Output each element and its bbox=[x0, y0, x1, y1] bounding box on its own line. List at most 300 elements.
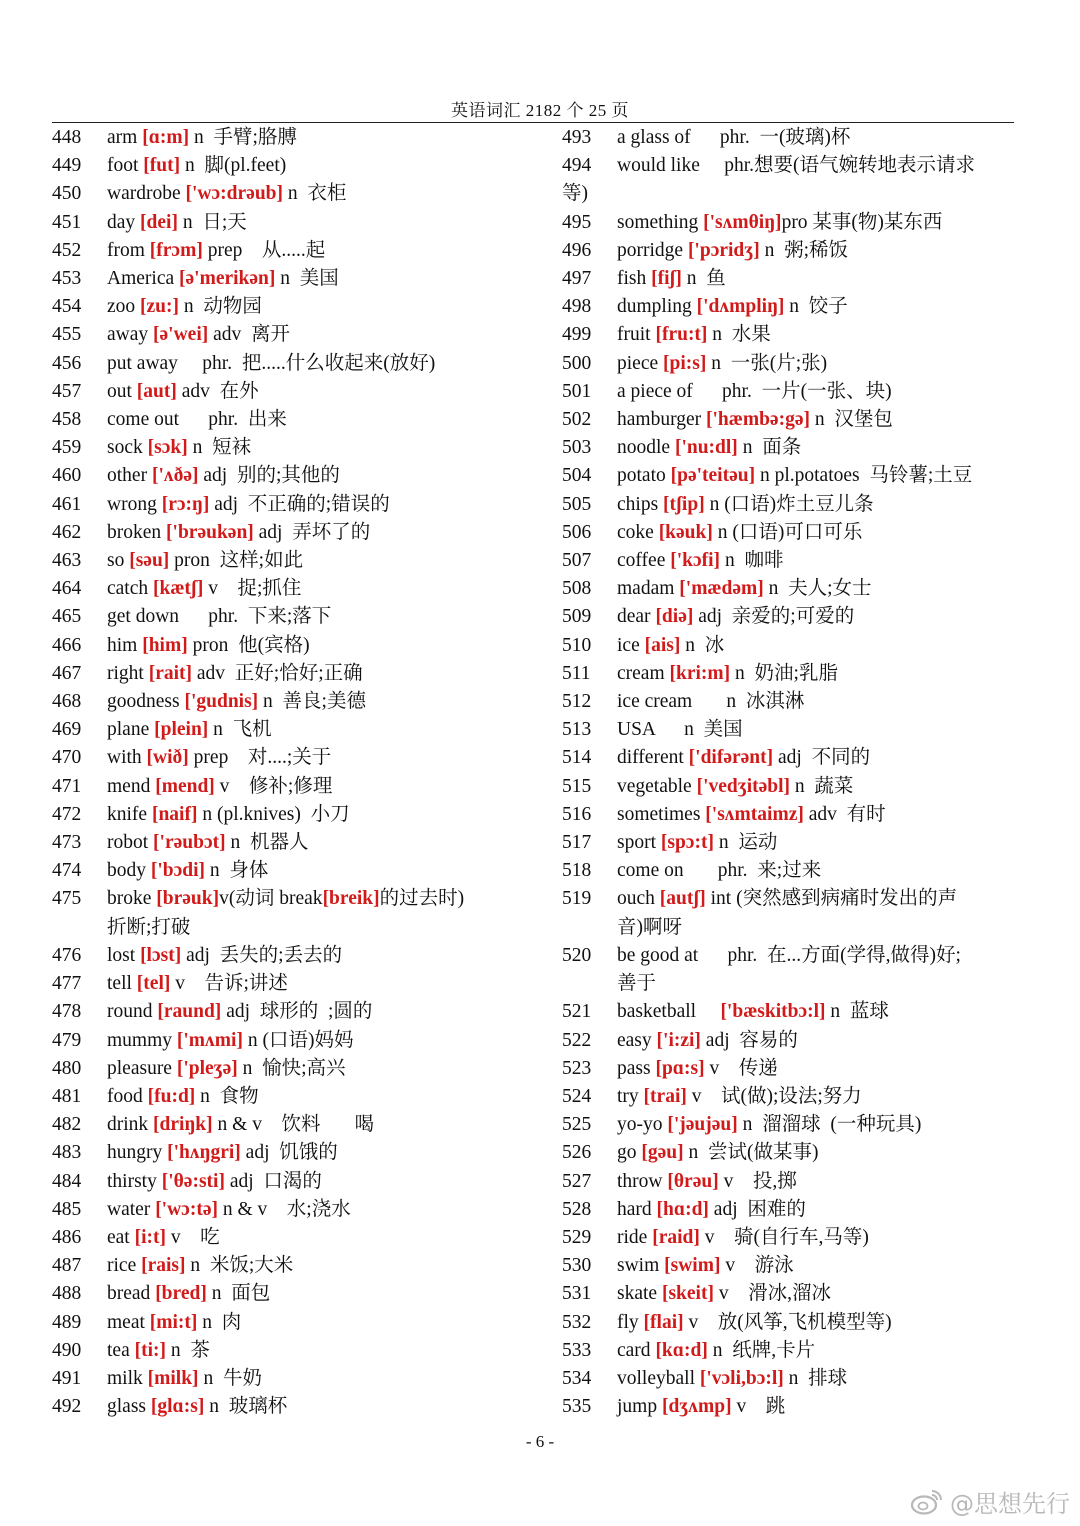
vocab-entry bbox=[52, 744, 512, 772]
entry-phonetic: ['rəubɔt] bbox=[153, 832, 226, 854]
vocab-entry bbox=[562, 434, 1022, 462]
vocab-entry bbox=[562, 321, 1022, 349]
vocab-entry bbox=[52, 321, 512, 349]
entry-phonetic: [səu] bbox=[129, 550, 170, 572]
entry-word: broken bbox=[107, 521, 167, 543]
entry-number: 478 bbox=[52, 1001, 82, 1023]
entry-number: 531 bbox=[562, 1283, 592, 1305]
entry-number: 499 bbox=[562, 324, 592, 346]
entry-number: 530 bbox=[562, 1255, 592, 1277]
entry-phonetic: [kri:m] bbox=[669, 662, 731, 684]
entry-definition: n 汉堡包 bbox=[809, 409, 893, 431]
entry-phonetic: ['ʌðə] bbox=[151, 465, 199, 487]
entry-phonetic: [milk] bbox=[147, 1367, 199, 1389]
entry-definition: n 排球 bbox=[783, 1367, 848, 1389]
entry-definition: adv 在外 bbox=[176, 380, 259, 402]
entry-definition: adj 口渴的 bbox=[224, 1170, 322, 1192]
vocab-entry bbox=[562, 632, 1022, 660]
entry-number: 486 bbox=[52, 1226, 82, 1248]
entry-word: dumpling bbox=[617, 296, 697, 318]
vocab-entry bbox=[562, 716, 1022, 744]
vocab-entry bbox=[52, 1309, 512, 1337]
entry-definition: n 溜溜球 (一种玩具) bbox=[737, 1114, 922, 1136]
entry-definition: v 修补;修理 bbox=[214, 775, 333, 797]
entry-word: other bbox=[107, 465, 152, 487]
entry-word: lost bbox=[107, 944, 141, 966]
entry-phonetic: [plein] bbox=[154, 719, 209, 741]
vocab-entry bbox=[562, 857, 1022, 885]
entry-definition: n 水果 bbox=[707, 324, 771, 346]
vocab-entry bbox=[52, 885, 512, 941]
vocab-entry bbox=[52, 1365, 512, 1393]
vocab-entry bbox=[52, 1111, 512, 1139]
entry-word: meat bbox=[107, 1311, 150, 1333]
vocab-entry bbox=[52, 716, 512, 744]
entry-definition: n (pl.knives) 小刀 bbox=[197, 803, 350, 825]
entry-number: 471 bbox=[52, 775, 82, 797]
entry-number: 479 bbox=[52, 1029, 82, 1051]
vocab-entry bbox=[562, 293, 1022, 321]
entry-number: 476 bbox=[52, 944, 82, 966]
entry-number: 461 bbox=[52, 493, 82, 515]
vocab-entry bbox=[562, 1280, 1022, 1308]
entry-phonetic: [diə] bbox=[655, 606, 694, 628]
vocab-entry bbox=[52, 1196, 512, 1224]
entry-number: 454 bbox=[52, 296, 82, 318]
entry-definition: n 身体 bbox=[205, 860, 269, 882]
entry-word: card bbox=[617, 1339, 656, 1361]
entry-continuation: 善于 bbox=[617, 973, 657, 995]
entry-word: porridge bbox=[617, 239, 688, 261]
entry-number: 514 bbox=[562, 747, 592, 769]
vocab-entry bbox=[562, 688, 1022, 716]
entry-phonetic: [mend] bbox=[155, 775, 215, 797]
vocab-entry bbox=[562, 1252, 1022, 1280]
entry-word: drink bbox=[107, 1114, 154, 1136]
vocab-entry bbox=[52, 350, 512, 378]
vocab-entry bbox=[52, 942, 512, 970]
entry-definition: pron 这样;如此 bbox=[169, 550, 304, 572]
entry-word: knife bbox=[107, 803, 152, 825]
entry-phonetic: ['nu:dl] bbox=[674, 437, 738, 459]
entry-definition: n 衣柜 bbox=[283, 183, 347, 205]
entry-phonetic: [bred] bbox=[155, 1283, 207, 1305]
vocab-entry bbox=[562, 1055, 1022, 1083]
entry-phonetic: ['mædəm] bbox=[679, 578, 764, 600]
vocab-entry bbox=[562, 801, 1022, 829]
entry-definition: n 牛奶 bbox=[198, 1367, 262, 1389]
entry-word: broke bbox=[107, 888, 157, 910]
entry-definition: n pl.potatoes 马铃薯;土豆 bbox=[755, 465, 973, 487]
header-rule bbox=[52, 122, 1014, 123]
entry-number: 448 bbox=[52, 127, 82, 148]
entry-definition: adj 饥饿的 bbox=[240, 1142, 338, 1164]
entry-number: 460 bbox=[52, 465, 82, 487]
entry-word: thirsty bbox=[107, 1170, 162, 1192]
vocab-entry bbox=[52, 378, 512, 406]
vocab-entry bbox=[52, 209, 512, 237]
entry-phonetic: [kəuk] bbox=[658, 521, 713, 543]
vocab-entry bbox=[52, 1027, 512, 1055]
entry-word: glass bbox=[107, 1396, 151, 1418]
entry-number: 532 bbox=[562, 1311, 592, 1333]
entry-number: 506 bbox=[562, 521, 592, 543]
entry-definition: prep 对....;关于 bbox=[188, 747, 332, 769]
entry-word: easy bbox=[617, 1029, 657, 1051]
vocab-entry bbox=[52, 829, 512, 857]
entry-number: 509 bbox=[562, 606, 592, 628]
entry-word: water bbox=[107, 1198, 156, 1220]
entry-number: 535 bbox=[562, 1396, 592, 1418]
vocab-entry bbox=[52, 434, 512, 462]
entry-number: 459 bbox=[52, 437, 82, 459]
entry-phonetic: [him] bbox=[142, 634, 188, 656]
entry-phonetic: [kætʃ] bbox=[153, 578, 204, 600]
entry-word: USA n 美国 bbox=[617, 719, 743, 741]
entry-definition: n 夫人;女士 bbox=[763, 578, 872, 600]
entry-word: madam bbox=[617, 578, 680, 600]
entry-word: coke bbox=[617, 521, 659, 543]
entry-phonetic: [aut] bbox=[136, 380, 177, 402]
vocab-entry bbox=[562, 575, 1022, 603]
entry-definition: adv 有时 bbox=[803, 803, 886, 825]
entry-number: 525 bbox=[562, 1114, 592, 1136]
entry-word: dear bbox=[617, 606, 656, 628]
entry-phonetic: [fru:t] bbox=[655, 324, 708, 346]
entry-definition: adj 亲爱的;可爱的 bbox=[693, 606, 855, 628]
entry-word: pass bbox=[617, 1057, 656, 1079]
vocab-entry bbox=[52, 1393, 512, 1421]
entry-number: 522 bbox=[562, 1029, 592, 1051]
entry-definition: n 蔬菜 bbox=[790, 775, 854, 797]
entry-word: hamburger bbox=[617, 409, 706, 431]
entry-number: 515 bbox=[562, 775, 592, 797]
entry-word: so bbox=[107, 550, 130, 572]
entry-phonetic: [fut] bbox=[143, 155, 181, 177]
vocab-entry bbox=[562, 942, 1022, 998]
entry-word: sometimes bbox=[617, 803, 706, 825]
vocab-entry bbox=[52, 491, 512, 519]
vocab-entry bbox=[52, 406, 512, 434]
entry-phonetic: ['wɔ:tə] bbox=[155, 1198, 218, 1220]
vocab-entry bbox=[52, 1168, 512, 1196]
entry-word: ice bbox=[617, 634, 645, 656]
entry-word: from bbox=[107, 239, 150, 261]
entry-definition: n 食物 bbox=[195, 1085, 259, 1107]
entry-definition: n 日;天 bbox=[177, 211, 247, 233]
entry-phonetic: ['jəujəu] bbox=[667, 1114, 738, 1136]
entry-definition: n 玻璃杯 bbox=[204, 1396, 288, 1418]
entry-word: hard bbox=[617, 1198, 657, 1220]
entry-word: coffee bbox=[617, 550, 671, 572]
entry-number: 534 bbox=[562, 1367, 592, 1389]
entry-phonetic: ['pleʒə] bbox=[176, 1057, 238, 1079]
entry-phonetic: [gəu] bbox=[641, 1142, 684, 1164]
entry-word: right bbox=[107, 662, 149, 684]
entry-phonetic: ['θə:sti] bbox=[161, 1170, 225, 1192]
entry-definition: n 肉 bbox=[197, 1311, 242, 1333]
entry-number: 521 bbox=[562, 1001, 592, 1023]
entry-word: hungry bbox=[107, 1142, 168, 1164]
vocab-entry bbox=[562, 378, 1022, 406]
entry-definition: adj 别的;其他的 bbox=[198, 465, 340, 487]
entry-number: 456 bbox=[52, 352, 82, 374]
vocab-entry bbox=[52, 180, 512, 208]
entry-number: 475 bbox=[52, 888, 82, 910]
entry-phonetic: [fiʃ] bbox=[651, 268, 682, 290]
entry-word: chips bbox=[617, 493, 664, 515]
entry-definition: n & v 水;浇水 bbox=[217, 1198, 351, 1220]
entry-phonetic: ['dʌmpliŋ] bbox=[696, 296, 785, 318]
entry-definition: adj 容易的 bbox=[700, 1029, 798, 1051]
entry-definition: n 纸牌,卡片 bbox=[707, 1339, 816, 1361]
entry-word: basketball bbox=[617, 1001, 721, 1023]
entry-word: come out phr. 出来 bbox=[107, 409, 287, 431]
vocab-entry bbox=[562, 744, 1022, 772]
entry-definition: n 面条 bbox=[737, 437, 802, 459]
vocab-entry bbox=[562, 265, 1022, 293]
entry-phonetic: [pi:s] bbox=[663, 352, 707, 374]
entry-word: a piece of phr. 一片(一张、块) bbox=[617, 380, 892, 402]
entry-number: 516 bbox=[562, 803, 592, 825]
vocab-entry bbox=[52, 1139, 512, 1167]
vocab-entry bbox=[52, 1252, 512, 1280]
entry-word: food bbox=[107, 1085, 148, 1107]
vocab-entry bbox=[562, 491, 1022, 519]
entry-definition: adv 离开 bbox=[208, 324, 291, 346]
entry-word: eat bbox=[107, 1226, 135, 1248]
entry-continuation: 音)啊呀 bbox=[617, 916, 682, 938]
entry-number: 504 bbox=[562, 465, 592, 487]
entry-phonetic: ['i:zi] bbox=[656, 1029, 701, 1051]
entry-definition: v 骑(自行车,马等) bbox=[699, 1226, 869, 1248]
entry-number: 492 bbox=[52, 1396, 82, 1418]
vocab-entry bbox=[562, 829, 1022, 857]
entry-definition: n 善良;美德 bbox=[258, 691, 366, 713]
entry-number: 472 bbox=[52, 803, 82, 825]
entry-definition: n 运动 bbox=[713, 832, 778, 854]
entry-definition: n 茶 bbox=[166, 1339, 210, 1361]
entry-number: 451 bbox=[52, 211, 82, 233]
vocab-entry bbox=[52, 603, 512, 631]
entry-word: something bbox=[617, 211, 704, 233]
vocab-entry bbox=[562, 519, 1022, 547]
entry-definition: v 游泳 bbox=[720, 1255, 794, 1277]
vocab-entry bbox=[562, 1083, 1022, 1111]
entry-number: 501 bbox=[562, 380, 592, 402]
entry-number: 527 bbox=[562, 1170, 592, 1192]
entry-phonetic: [raid] bbox=[652, 1226, 700, 1248]
entry-word: vegetable bbox=[617, 775, 697, 797]
vocab-entry bbox=[562, 1337, 1022, 1365]
entry-number: 528 bbox=[562, 1198, 592, 1220]
entry-word: go bbox=[617, 1142, 642, 1164]
entry-word: milk bbox=[107, 1367, 148, 1389]
vocab-entry bbox=[562, 124, 1022, 152]
entry-definition: v 告诉;讲述 bbox=[170, 973, 288, 995]
entry-phonetic: [rait] bbox=[148, 662, 193, 684]
vocab-entry bbox=[562, 603, 1022, 631]
entry-phonetic: [θrəu] bbox=[667, 1170, 719, 1192]
vocab-entry bbox=[52, 1055, 512, 1083]
entry-phonetic: [flai] bbox=[643, 1311, 684, 1333]
vocab-entry bbox=[52, 547, 512, 575]
entry-definition: n 鱼 bbox=[681, 268, 726, 290]
entry-phonetic: [i:t] bbox=[134, 1226, 167, 1248]
entry-number: 450 bbox=[52, 183, 82, 205]
entry-word: plane bbox=[107, 719, 155, 741]
entry-number: 455 bbox=[52, 324, 82, 346]
entry-definition: n (口语)可口可乐 bbox=[712, 521, 863, 543]
entry-phonetic: [ə'merikən] bbox=[179, 268, 276, 290]
entry-number: 457 bbox=[52, 380, 82, 402]
entry-phonetic: [tʃip] bbox=[663, 493, 705, 515]
entry-definition: v 投,掷 bbox=[718, 1170, 797, 1192]
vocab-column-left bbox=[52, 124, 512, 1421]
vocab-entry bbox=[562, 237, 1022, 265]
entry-word: arm bbox=[107, 127, 143, 148]
entry-phonetic: [zu:] bbox=[140, 296, 180, 318]
entry-definition: v(动词 break bbox=[219, 888, 323, 910]
entry-word: fruit bbox=[617, 324, 656, 346]
entry-phonetic: [tel] bbox=[136, 973, 171, 995]
vocab-entry bbox=[562, 547, 1022, 575]
entry-word: skate bbox=[617, 1283, 662, 1305]
entry-phonetic: [ɑ:m] bbox=[142, 127, 190, 148]
entry-word: body bbox=[107, 860, 151, 882]
vocab-entry bbox=[562, 406, 1022, 434]
entry-phonetic: [frɔm] bbox=[149, 239, 203, 261]
entry-number: 523 bbox=[562, 1057, 592, 1079]
entry-number: 526 bbox=[562, 1142, 592, 1164]
entry-word: put away phr. 把.....什么收起来(放好) bbox=[107, 352, 436, 374]
entry-number: 495 bbox=[562, 211, 592, 233]
entry-word: ouch bbox=[617, 888, 660, 910]
entry-definition: v 吃 bbox=[166, 1226, 220, 1248]
vocab-entry bbox=[52, 1337, 512, 1365]
entry-phonetic: [ə'wei] bbox=[153, 324, 209, 346]
entry-word: sport bbox=[617, 832, 661, 854]
entry-definition: n 愉快;高兴 bbox=[237, 1057, 346, 1079]
entry-definition: pro 某事(物)某东西 bbox=[781, 211, 943, 233]
vocab-entry bbox=[52, 970, 512, 998]
vocab-entry bbox=[52, 152, 512, 180]
entry-phonetic: [swim] bbox=[664, 1255, 721, 1277]
entry-phonetic: [kɑ:d] bbox=[655, 1339, 708, 1361]
entry-word: sock bbox=[107, 437, 148, 459]
entry-word: ice cream n 冰淇淋 bbox=[617, 691, 805, 713]
entry-definition: n 机器人 bbox=[225, 832, 309, 854]
entry-definition: n 米饭;大米 bbox=[185, 1255, 294, 1277]
vocab-entry bbox=[52, 265, 512, 293]
vocab-entry bbox=[562, 1309, 1022, 1337]
entry-number: 452 bbox=[52, 239, 82, 261]
entry-word: different bbox=[617, 747, 689, 769]
entry-number: 508 bbox=[562, 578, 592, 600]
entry-phonetic: [brəuk] bbox=[156, 888, 220, 910]
watermark bbox=[910, 1484, 1070, 1519]
vocab-entry bbox=[562, 152, 1022, 208]
entry-definition: v 捉;抓住 bbox=[203, 578, 302, 600]
entry-definition: v 试(做);设法;努力 bbox=[686, 1085, 862, 1107]
entry-number: 484 bbox=[52, 1170, 82, 1192]
entry-number: 465 bbox=[52, 606, 82, 628]
entry-word: tell bbox=[107, 973, 137, 995]
entry-number: 520 bbox=[562, 944, 592, 966]
vocab-entry bbox=[562, 773, 1022, 801]
page-header-title: 英语词汇 2182 个 25 页 bbox=[451, 101, 629, 120]
entry-phonetic-secondary: [breik] bbox=[322, 888, 380, 910]
entry-phonetic: [dʒʌmp] bbox=[661, 1396, 732, 1418]
entry-number: 505 bbox=[562, 493, 592, 515]
entry-definition: n 咖啡 bbox=[720, 550, 784, 572]
entry-number: 533 bbox=[562, 1339, 592, 1361]
entry-number: 524 bbox=[562, 1085, 592, 1107]
entry-word: noodle bbox=[617, 437, 675, 459]
entry-definition: n (口语)炸土豆儿条 bbox=[704, 493, 874, 515]
entry-number: 469 bbox=[52, 719, 82, 741]
vocab-entry bbox=[52, 293, 512, 321]
entry-phonetic: ['vɔli,bɔ:l] bbox=[699, 1367, 784, 1389]
entry-word: tea bbox=[107, 1339, 135, 1361]
entry-word: him bbox=[107, 634, 143, 656]
entry-definition: adj 困难的 bbox=[708, 1198, 806, 1220]
vocab-entry bbox=[562, 1168, 1022, 1196]
vocab-entry bbox=[562, 1393, 1022, 1421]
entry-phonetic: [glɑ:s] bbox=[150, 1396, 205, 1418]
entry-number: 512 bbox=[562, 691, 592, 713]
entry-word: robot bbox=[107, 832, 154, 854]
entry-number: 449 bbox=[52, 155, 82, 177]
entry-definition: v 跳 bbox=[731, 1396, 786, 1418]
entry-phonetic: [raund] bbox=[157, 1001, 222, 1023]
entry-number: 513 bbox=[562, 719, 592, 741]
entry-phonetic: [hɑ:d] bbox=[656, 1198, 709, 1220]
entry-number: 468 bbox=[52, 691, 82, 713]
entry-number: 480 bbox=[52, 1057, 82, 1079]
entry-number: 491 bbox=[52, 1367, 82, 1389]
vocab-entry bbox=[52, 124, 512, 152]
vocab-entry bbox=[52, 1280, 512, 1308]
vocab-entry bbox=[562, 660, 1022, 688]
entry-phonetic: [sɔk] bbox=[147, 437, 188, 459]
entry-word: round bbox=[107, 1001, 158, 1023]
entry-number: 483 bbox=[52, 1142, 82, 1164]
entry-word: fly bbox=[617, 1311, 644, 1333]
entry-definition: pron 他(宾格) bbox=[187, 634, 310, 656]
entry-phonetic: ['vedʒitəbl] bbox=[696, 775, 791, 797]
entry-number: 489 bbox=[52, 1311, 82, 1333]
entry-number: 464 bbox=[52, 578, 82, 600]
entry-word: fish bbox=[617, 268, 652, 290]
entry-phonetic: ['bɔdi] bbox=[150, 860, 206, 882]
entry-number: 462 bbox=[52, 521, 82, 543]
vocab-entry bbox=[52, 857, 512, 885]
entry-number: 510 bbox=[562, 634, 592, 656]
entry-definition: n 粥;稀饭 bbox=[759, 239, 848, 261]
entry-number: 497 bbox=[562, 268, 592, 290]
entry-word: wrong bbox=[107, 493, 162, 515]
entry-definition: n 短袜 bbox=[187, 437, 252, 459]
entry-number: 467 bbox=[52, 662, 82, 684]
entry-word: a glass of phr. 一(玻璃)杯 bbox=[617, 127, 851, 148]
vocab-entry bbox=[52, 1224, 512, 1252]
entry-word: America bbox=[107, 268, 180, 290]
vocab-entry bbox=[52, 519, 512, 547]
entry-phonetic: [wið] bbox=[146, 747, 189, 769]
entry-phonetic: [pə'teitəu] bbox=[670, 465, 756, 487]
entry-definition: adj 不同的 bbox=[773, 747, 871, 769]
